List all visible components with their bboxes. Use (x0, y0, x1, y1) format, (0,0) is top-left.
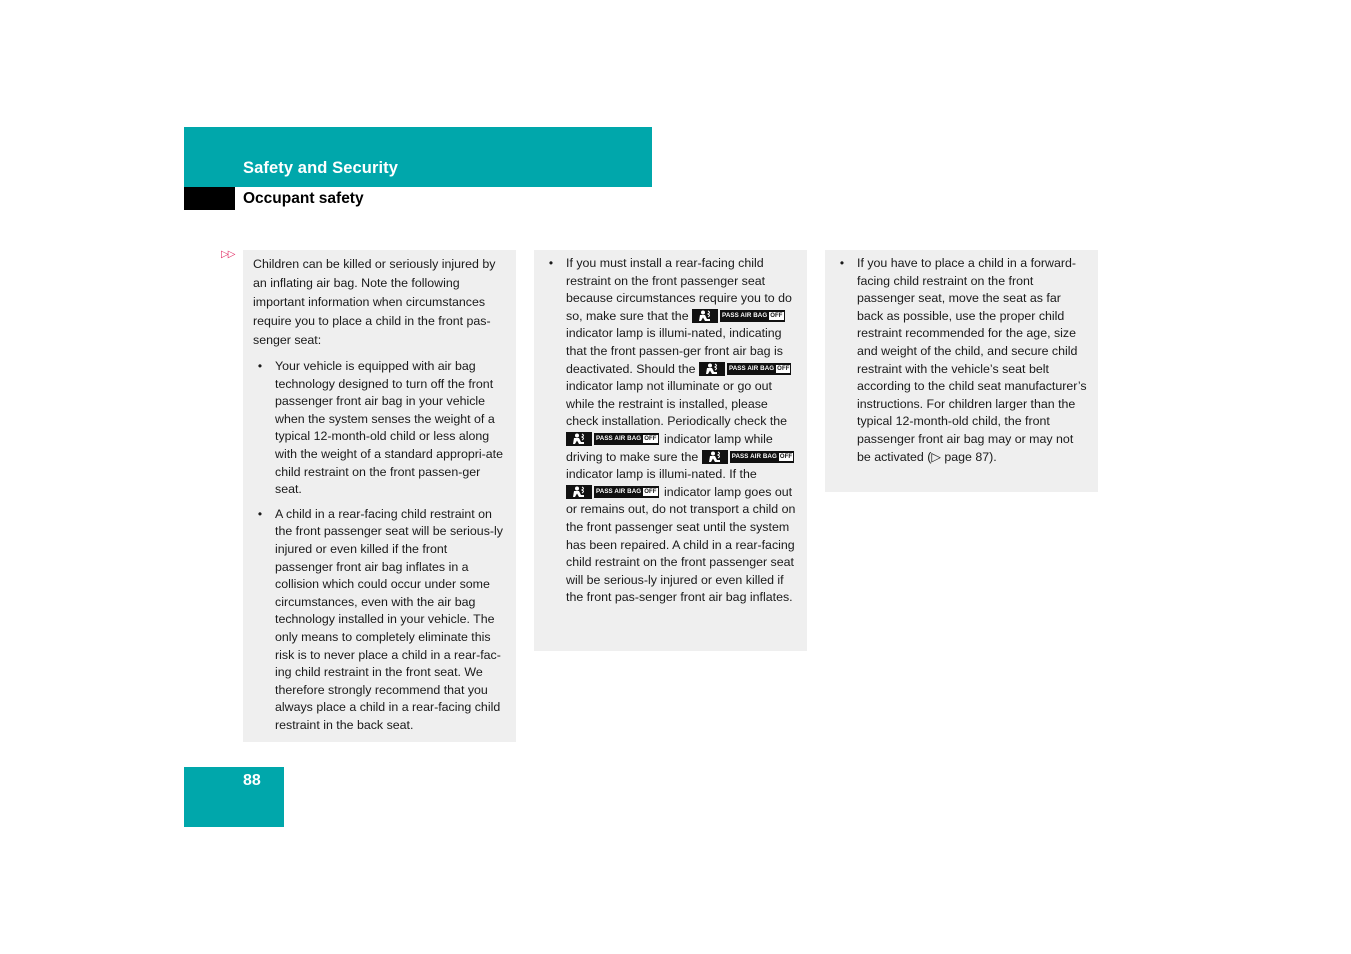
header-band (184, 127, 652, 187)
page-number-band (184, 767, 284, 827)
warning-box-3 (825, 250, 1098, 492)
warning-list-2 (544, 255, 799, 607)
pass-air-bag-label: PASS AIR BAG OFF (720, 310, 785, 322)
bullet-icon: • (548, 256, 554, 270)
pass-air-bag-label: PASS AIR BAG OFF (727, 363, 792, 375)
list-item-text: Your vehicle is equipped with air bag technology designed to turn off the front passenger front air bag in your vehicle when the system senses the weight of a typical 12-month-old child or less along with the weight of a standard appropri-ate child restraint on the front passen-ger seat. (275, 359, 503, 497)
pass-air-bag-off-lamp-icon (566, 485, 659, 499)
bullet-icon: • (257, 506, 263, 521)
text-part: indicator lamp is illumi-nated. If the (566, 467, 757, 482)
warning-intro: Children can be killed or seriously injured by an inflating air bag. Note the following important information when circumstances require you to place a child in the front pas-senger seat: (253, 257, 496, 347)
text-part: If you must install a rear-facing child restraint on the front passenger seat because circumstances require you to do so, make sure that the (566, 256, 792, 323)
warning-box-1 (243, 250, 516, 742)
chapter-title: Safety and Security (243, 159, 399, 177)
bullet-icon: • (839, 256, 845, 270)
pass-air-bag-off-lamp-icon (702, 450, 795, 464)
list-item-text: A child in a rear-facing child restraint on the front passenger seat will be serious-ly injured or even killed if the front passenger front air bag inflates in a collision which could occur under some circumstances, even with the air bag technology installed in your vehicle. The only means to completely eliminate this risk is to never place a child in a rear-fac-ing child restraint in the front seat. We therefore strongly recommend that you always place a child in a rear-facing child restraint in the back seat. (275, 506, 503, 732)
list-item (544, 255, 799, 607)
child-seat-airbag-icon (699, 362, 725, 376)
pass-air-bag-label: PASS AIR BAG OFF (594, 486, 659, 498)
warning-list-1 (253, 358, 508, 734)
pass-air-bag-off-lamp-icon (566, 432, 659, 446)
page-number: 88 (243, 772, 261, 789)
list-item (835, 255, 1090, 466)
section-marker (184, 187, 235, 210)
pass-air-bag-label: PASS AIR BAG OFF (730, 451, 795, 463)
pass-air-bag-off-lamp-icon (699, 362, 792, 376)
pass-air-bag-label: PASS AIR BAG OFF (594, 433, 659, 445)
warning-list-3 (835, 255, 1090, 466)
warning-box-2 (534, 250, 807, 651)
list-item (253, 358, 508, 499)
text-part: indicator lamp while driving to make sure the (566, 431, 773, 464)
list-item (253, 506, 508, 735)
pass-air-bag-off-lamp-icon (692, 309, 785, 323)
child-seat-airbag-icon (566, 432, 592, 446)
text-part: indicator lamp is illumi-nated, indicating that the front passen-ger front air bag is deactivated. Should the (566, 326, 783, 376)
child-seat-airbag-icon (702, 450, 728, 464)
child-seat-airbag-icon (566, 485, 592, 499)
text-part: indicator lamp not illuminate or go out while the restraint is installed, please check installation. Periodically check the (566, 379, 788, 429)
section-title: Occupant safety (243, 190, 364, 207)
bullet-icon: • (257, 359, 263, 373)
list-item-text: If you have to place a child in a forward-facing child restraint on the front passenger seat, move the seat as far back as possible, use the proper child restraint recommended for the age, size and weight of the child, and secure child restraint with the vehicle’s seat belt according to the child seat manufacturer’s instructions. For children larger than the typical 12-month-old child, the front passenger front air bag may or may not be activated (▷ page 87). (857, 256, 1087, 464)
child-seat-airbag-icon (692, 309, 718, 323)
continued-arrows-icon: ▷▷ (221, 249, 235, 260)
text-part: indicator lamp goes out or remains out, do not transport a child on the front passenger seat until the system has been repaired. A child in a rear-facing child restraint on the front passenger seat will be serious-ly injured or even killed if the front pas-senger front air bag inflates. (566, 484, 796, 605)
